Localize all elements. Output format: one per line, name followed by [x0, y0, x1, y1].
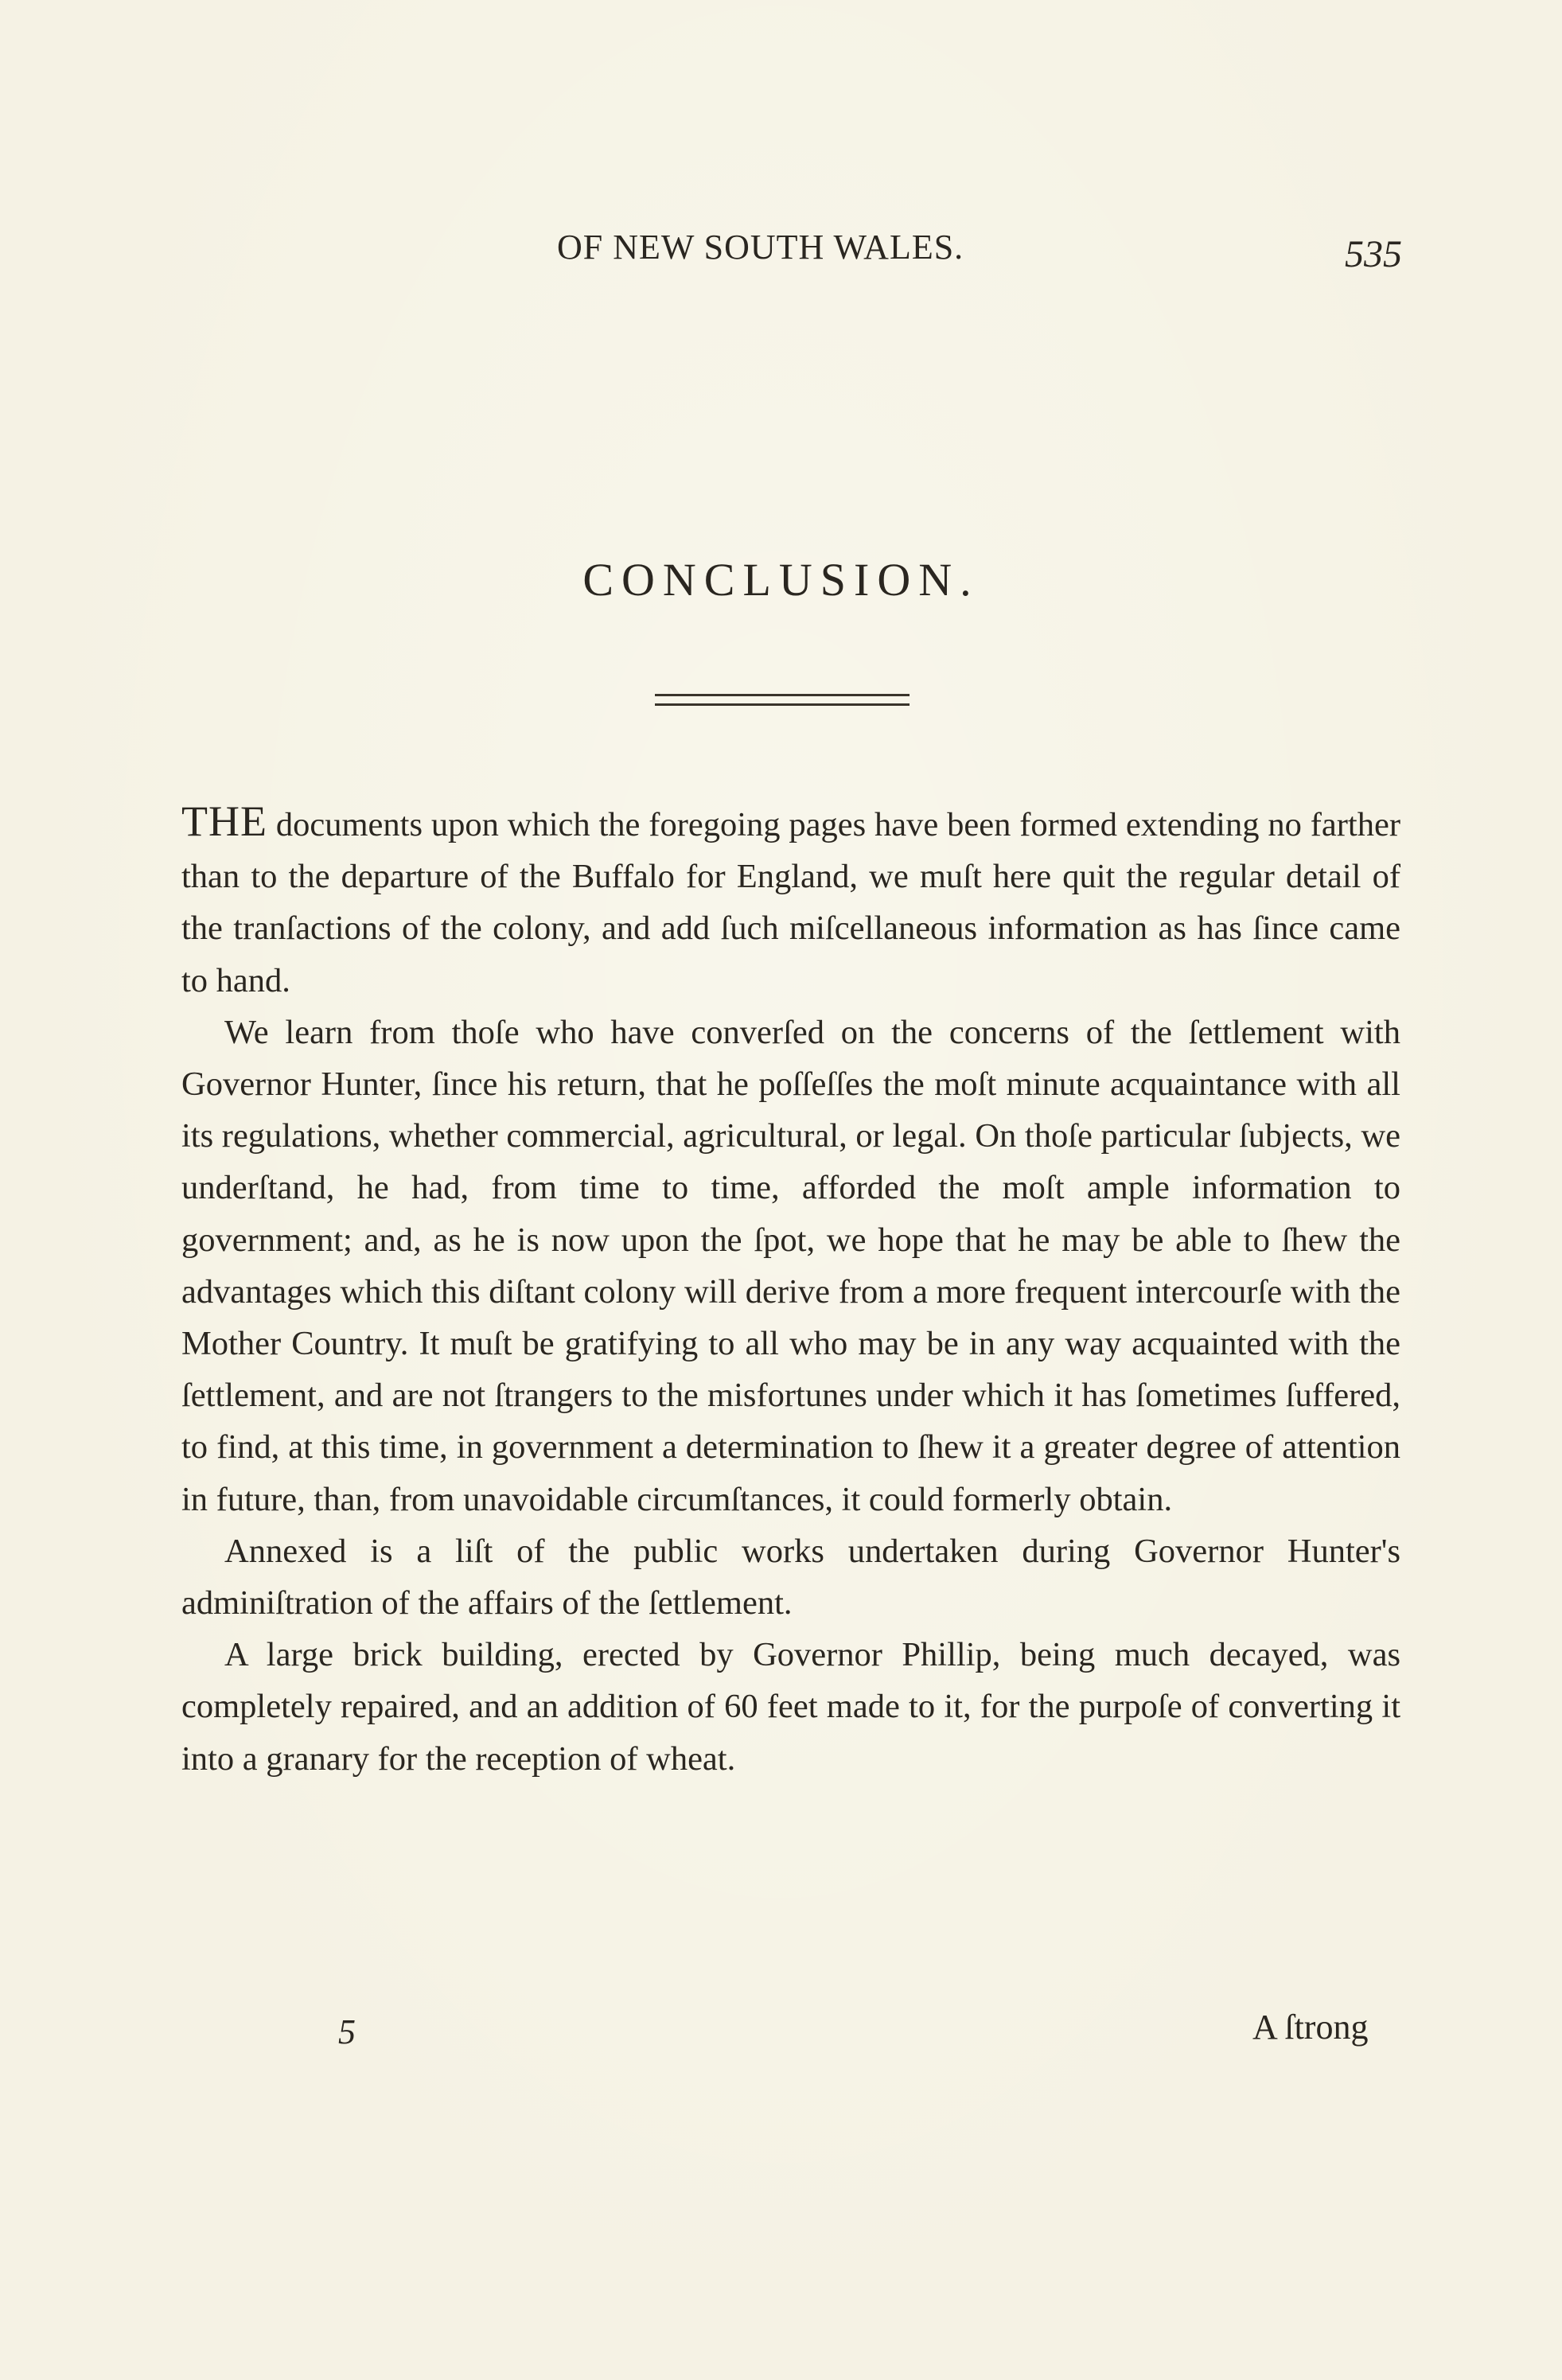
- paragraph-1-text: documents upon which the foregoing pages have been formed extending no farther than to the departure of the Buffalo for England, we muſt here quit the regular detail of the tranſactions of the colony, and add ſuch miſcellaneous information as has ſince came to hand.: [181, 806, 1400, 999]
- running-head: OF NEW SOUTH WALES.: [557, 228, 964, 267]
- body-text: [181, 796, 1400, 1785]
- paragraph-1-lead-word: THE: [181, 797, 267, 845]
- page-number: 535: [1345, 233, 1402, 275]
- paragraph-4: A large brick building, erected by Governor Phillip, being much decayed, was completely repaired, and an addition of 60 feet made to it, for the purpoſe of converting it into a granary for the reception of wheat.: [181, 1636, 1400, 1778]
- catchword: A ſtrong: [1252, 2008, 1369, 2047]
- title-rule-lower: [655, 703, 910, 706]
- paragraph-3: Annexed is a liſt of the public works undertaken during Governor Hunter's adminiſtration of the affairs of the ſettlement.: [181, 1532, 1400, 1622]
- paragraph-1: [181, 796, 1400, 1007]
- title-rule-upper: [655, 694, 910, 696]
- section-title: CONCLUSION.: [582, 554, 980, 606]
- signature-mark: 5: [338, 2012, 356, 2051]
- paragraph-2: We learn from thoſe who have converſed on the concerns of the ſettlement with Governor Hunter, ſince his return, that he poſſeſſes the moſt minute acquaintance with all its regulations, whether commercial, agricultural, or legal. On thoſe particular ſubjects, we underſtand, he had, from time to time, afforded the moſt ample information to government; and, as he is now upon the ſpot, we hope that he may be able to ſhew the advantages which this diſtant colony will derive from a more frequent intercourſe with the Mother Country. It muſt be gratifying to all who may be in any way acquainted with the ſettlement, and are not ſtrangers to the misfortunes under which it has ſometimes ſuffered, to find, at this time, in government a determination to ſhew it a greater degree of attention in future, than, from unavoidable circumſtances, it could formerly obtain.: [181, 1013, 1400, 1518]
